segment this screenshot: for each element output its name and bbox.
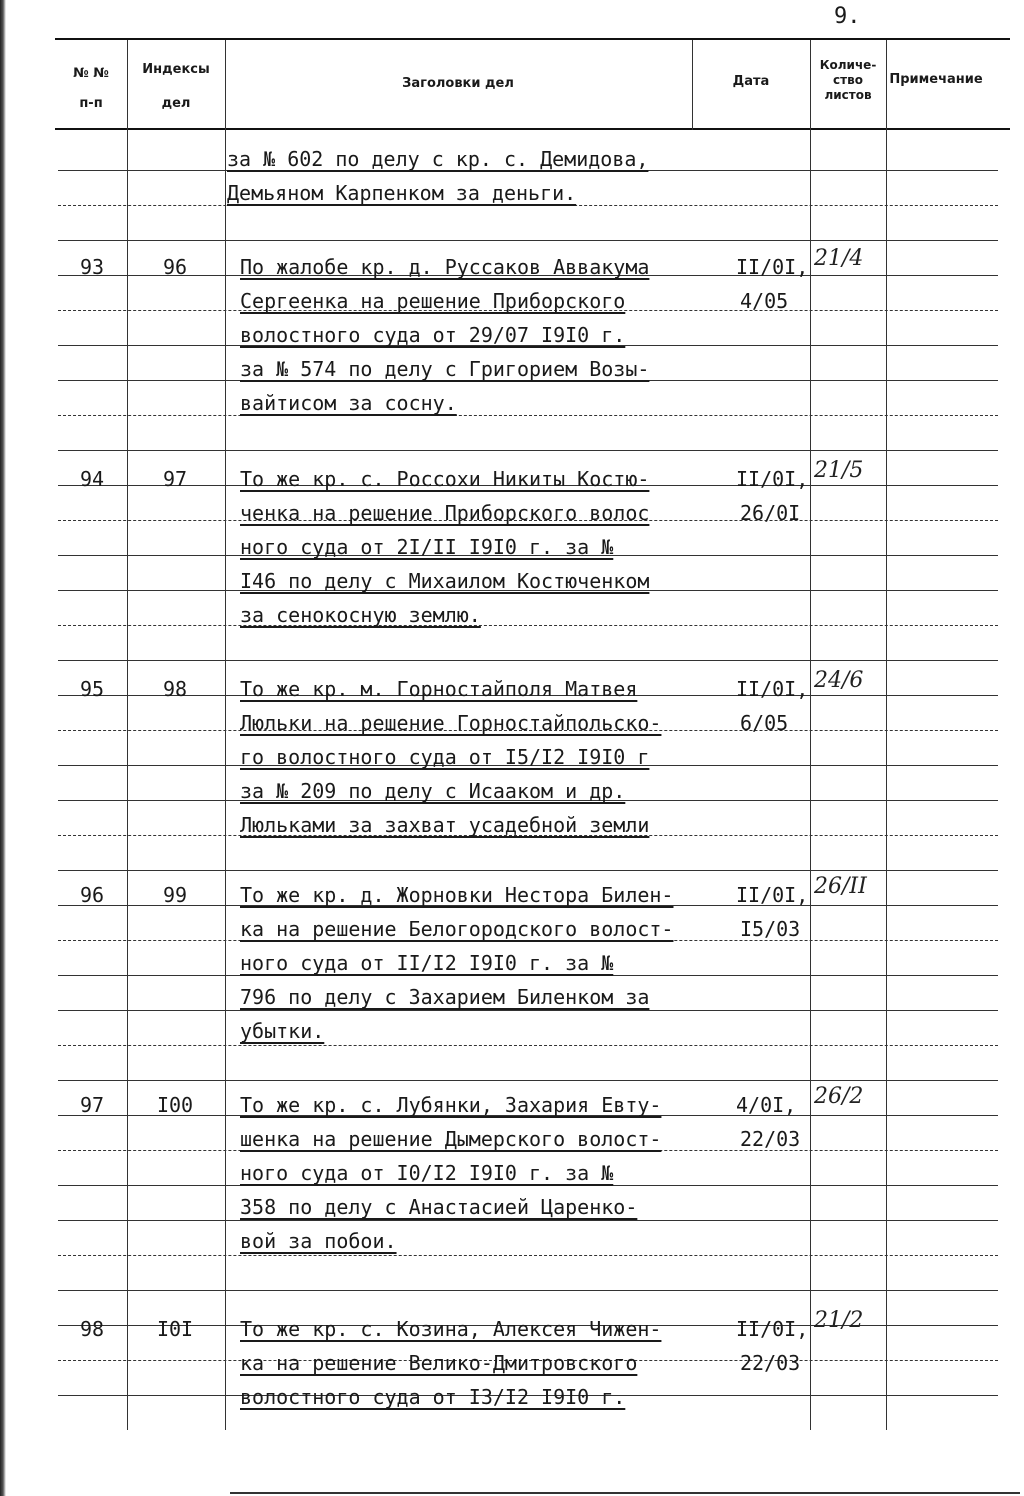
entry-title-line: 358 по делу с Анастасией Царенко- <box>240 1195 638 1219</box>
ruled-line <box>58 870 998 871</box>
header-note: Примечание <box>889 72 983 87</box>
continuation-line-1: за № 602 по делу с кр. с. Демидова, <box>227 147 649 171</box>
header-top-rule <box>55 38 1010 40</box>
col-rule-1 <box>127 40 128 1430</box>
entry-number: 96 <box>79 883 105 907</box>
entry-title-line: Люльки на решение Горностайпольско- <box>240 711 662 735</box>
header-num-top: № № <box>73 66 109 81</box>
entry-index: I00 <box>156 1093 194 1117</box>
header-index-top: Индексы <box>142 62 210 77</box>
entry-number: 94 <box>79 467 105 491</box>
entry-title-line: I46 по делу с Михаилом Костюченком <box>240 569 650 593</box>
entry-title-line: ного суда от II/I2 I9I0 г. за № <box>240 951 614 975</box>
page-number: 9. <box>834 4 861 29</box>
entry-title-line: волостного суда от I3/I2 I9I0 г. <box>240 1385 626 1409</box>
ruled-line <box>58 660 998 661</box>
entry-title-line: ного суда от I0/I2 I9I0 г. за № <box>240 1161 614 1185</box>
page-bottom-rule <box>230 1492 1020 1494</box>
header-index-bottom: дел <box>161 96 191 111</box>
entry-index: I0I <box>156 1317 194 1341</box>
entry-title-line: вайтисом за сосну. <box>240 391 457 415</box>
entry-title-line: То же кр. с. Россохи Никиты Костю- <box>240 467 650 491</box>
entry-title-line: По жалобе кр. д. Руссаков Аввакума <box>240 255 650 279</box>
scan-left-edge <box>0 0 6 1496</box>
entry-title-line: ка на решение Белогородского волост- <box>240 917 674 941</box>
entry-date-start: II/0I, <box>736 677 809 701</box>
header-num-bottom: п-п <box>79 96 103 111</box>
ruled-line <box>58 1290 998 1291</box>
entry-index: 98 <box>162 677 188 701</box>
ruled-line <box>58 240 998 241</box>
entry-date-end: 22/03 <box>740 1127 801 1151</box>
entry-date-start: 4/0I, <box>736 1093 797 1117</box>
entry-date-end: I5/03 <box>740 917 801 941</box>
entry-sheet-count: 21/4 <box>814 246 864 271</box>
header-sheets-1: Количе- <box>819 58 877 72</box>
entry-sheet-count: 21/2 <box>814 1308 864 1333</box>
entry-number: 98 <box>79 1317 105 1341</box>
entry-title-line: вой за побои. <box>240 1229 397 1253</box>
entry-index: 96 <box>162 255 188 279</box>
entry-title-line: го волостного суда от I5/I2 I9I0 г <box>240 745 650 769</box>
entry-date-start: II/0I, <box>736 1317 809 1341</box>
entry-date-start: II/0I, <box>736 255 809 279</box>
entry-date-start: II/0I, <box>736 467 809 491</box>
entry-title-line: убытки. <box>240 1019 325 1043</box>
header-num <box>58 66 124 112</box>
entry-title-line: То же кр. м. Горностайполя Матвея <box>240 677 638 701</box>
ruled-line <box>58 1045 998 1046</box>
entry-title-line: ка на решение Велико-Дмитровского <box>240 1351 638 1375</box>
col-rule-2 <box>225 40 226 1430</box>
entry-title-line: Люльками за захват усадебной земли <box>240 813 650 837</box>
col-rule-4 <box>810 40 811 1430</box>
entry-number: 97 <box>79 1093 105 1117</box>
entry-title-line: 796 по делу с Захарием Биленком за <box>240 985 650 1009</box>
ruled-line <box>58 450 998 451</box>
ruled-line <box>58 625 998 626</box>
entry-sheet-count: 24/6 <box>814 668 864 693</box>
entry-index: 97 <box>162 467 188 491</box>
header-sheets-3: листов <box>824 88 872 102</box>
entry-title-line: То же кр. д. Жорновки Нестора Билен- <box>240 883 674 907</box>
header-sheets <box>812 58 884 103</box>
entry-title-line: То же кр. с. Лубянки, Захария Евту- <box>240 1093 662 1117</box>
entry-title-line: за № 574 по делу с Григорием Возы- <box>240 357 650 381</box>
entry-date-end: 22/03 <box>740 1351 801 1375</box>
entry-title-line: шенка на решение Дымерского волост- <box>240 1127 662 1151</box>
entry-date-end: 26/0I <box>740 501 801 525</box>
ruled-line <box>58 415 998 416</box>
entry-title-line: ченка на решение Приборского волос <box>240 501 650 525</box>
entry-title-line: за сенокосную землю. <box>240 603 481 627</box>
entry-date-end: 4/05 <box>740 289 789 313</box>
col-rule-5 <box>886 40 887 1430</box>
header-date: Дата <box>732 74 770 89</box>
entry-sheet-count: 21/5 <box>814 458 864 483</box>
continuation-line-2: Демьяном Карпенком за деньги. <box>227 181 577 205</box>
entry-date-end: 6/05 <box>740 711 789 735</box>
col-rule-3 <box>692 40 693 130</box>
entry-title-line: за № 209 по делу с Исааком и др. <box>240 779 626 803</box>
entry-number: 95 <box>79 677 105 701</box>
entry-sheet-count: 26/II <box>814 874 867 899</box>
entry-title-line: ного суда от 2I/II I9I0 г. за № <box>240 535 614 559</box>
entry-title-line: Сергеенка на решение Приборского <box>240 289 626 313</box>
ruled-line <box>58 1080 998 1081</box>
ruled-line <box>58 1255 998 1256</box>
header-sheets-2: ство <box>833 73 863 87</box>
entry-date-start: II/0I, <box>736 883 809 907</box>
header-bottom-rule <box>55 128 1010 130</box>
entry-number: 93 <box>79 255 105 279</box>
header-index <box>130 62 222 112</box>
entry-sheet-count: 26/2 <box>814 1084 864 1109</box>
header-title: Заголовки дел <box>402 76 514 91</box>
entry-title-line: волостного суда от 29/07 I9I0 г. <box>240 323 626 347</box>
entry-index: 99 <box>162 883 188 907</box>
entry-title-line: То же кр. с. Козина, Алексея Чижен- <box>240 1317 662 1341</box>
